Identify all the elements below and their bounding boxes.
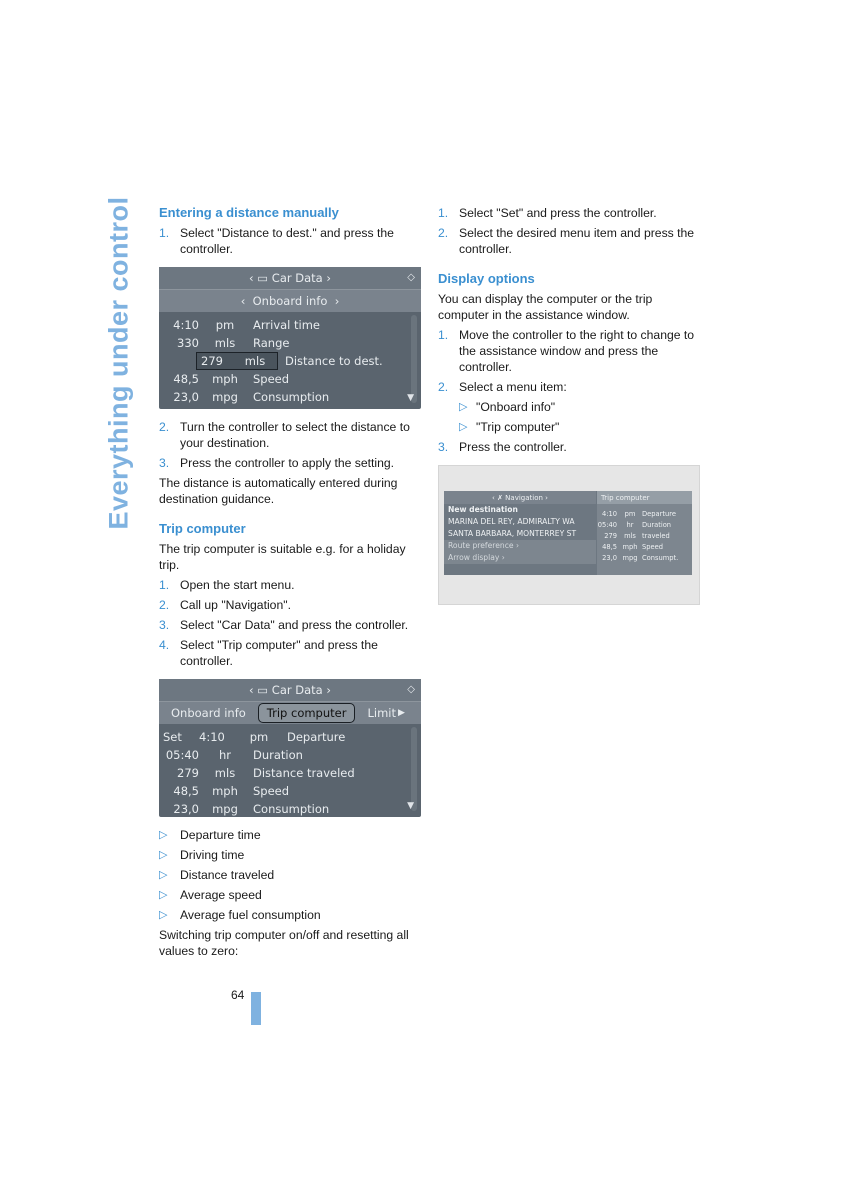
step-item: 4. Select "Trip computer" and press the controller. [159,638,378,668]
tab-trip-computer[interactable]: Trip computer [258,703,356,723]
page-marker-bar [251,992,261,1025]
sub-bullet-item: ▷ "Trip computer" [459,420,560,434]
navigation-icon: ✗ [497,493,503,502]
tab-limit[interactable]: Limit [367,706,396,720]
paragraph: The trip computer is suitable e.g. for a holiday trip. [159,542,406,572]
nav-destination[interactable]: SANTA BARBARA, MONTERREY ST [448,529,577,538]
step-item: 2. Select a menu item: [438,380,567,394]
paragraph: You can display the computer or the trip computer in the assistance window. [438,292,653,322]
data-row: 4:10 pm Departure [601,509,676,518]
triangle-bullet-icon: ▷ [459,401,468,413]
navigation-screen [444,491,692,575]
right-column [438,205,700,605]
step-item: 1. Open the start menu. [159,578,295,592]
step-item: 2. Turn the controller to select the distance to your destination. [159,420,410,450]
triangle-bullet-icon: ▷ [159,889,168,901]
triangle-bullet-icon: ▷ [459,421,468,433]
step-item: 2. Call up "Navigation". [159,598,291,612]
data-row: 48,5 mph Speed [602,542,663,551]
step-item: 3. Select "Car Data" and press the controller. [159,618,409,632]
screen-onboard-info [159,267,421,409]
data-row: 23,0 mpg Consumption [173,802,330,816]
bullet-item: ▷ Average speed [159,888,262,902]
bullet-item: ▷ Departure time [159,828,261,842]
chapter-side-title: Everything under control [103,195,134,530]
tab-onboard-info[interactable]: Onboard info [171,706,246,720]
left-column [159,205,421,963]
paragraph: Switching trip computer on/off and resetting all values to zero: [159,928,409,958]
bullet-item: ▷ Distance traveled [159,868,275,882]
step-item: 3. Press the controller. [438,440,567,454]
scroll-down-icon: ▼ [407,393,414,403]
step-item: 1. Select "Set" and press the controller. [438,206,657,220]
controller-icon: ◇ [407,684,415,695]
screen-header: ‹ ▭ Car Data › ◇ [159,267,421,289]
monitor-icon: ▭ [257,271,269,285]
data-row: 279 mls traveled [604,531,670,540]
data-row: 4:10 pm Arrival time [173,318,321,332]
controller-icon: ◇ [407,272,415,283]
nav-menu-item[interactable]: Route preference › [444,540,596,552]
nav-menu-item[interactable]: New destination [448,505,518,514]
step-item: 2. Select the desired menu item and press the controller. [438,226,695,256]
step-item: 1. Select "Distance to dest." and press the controller. [159,226,394,256]
nav-destination[interactable]: MARINA DEL REY, ADMIRALTY WA [448,517,575,526]
assistance-header: Trip computer [597,491,692,504]
paragraph: The distance is automatically entered during destination guidance. [159,476,398,506]
heading-display-options: Display options [438,271,535,286]
triangle-bullet-icon: ▷ [159,869,168,881]
data-row: 05:40 hr Duration [597,520,672,529]
data-row: 48,5 mph Speed [173,372,290,386]
heading-trip-computer: Trip computer [159,521,246,536]
step-item: 3. Press the controller to apply the setting. [159,456,395,470]
scroll-down-icon: ▼ [407,801,414,811]
bullet-item: ▷ Average fuel consumption [159,908,321,922]
bullet-item: ▷ Driving time [159,848,245,862]
data-row-selected: 279 mls Distance to dest. [159,352,421,370]
nav-main-window [444,491,596,575]
nav-header: ‹ ✗ Navigation › [444,491,596,504]
data-row: 279 mls Distance traveled [177,766,355,780]
nav-menu-item[interactable]: Arrow display › [444,552,596,564]
data-row: 05:40 hr Duration [165,748,303,762]
data-row: 23,0 mpg Consumption [173,390,330,404]
sub-bullet-item: ▷ "Onboard info" [459,400,556,414]
data-row: Set 4:10 pm Departure [163,730,346,744]
tab-next-icon: ▶ [397,708,405,718]
screen-header: ‹ ▭ Car Data › ◇ [159,679,421,701]
data-row: 330 mls Range [177,336,290,350]
assistance-window [597,491,692,575]
navigation-screen-figure [438,465,700,605]
triangle-bullet-icon: ▷ [159,849,168,861]
triangle-bullet-icon: ▷ [159,909,168,921]
page-number: 64 [231,988,245,1002]
step-item: 1. Move the controller to the right to change to the assistance window and press the controller. [438,328,695,374]
data-row: 48,5 mph Speed [173,784,290,798]
triangle-bullet-icon: ▷ [159,829,168,841]
tab-bar [159,701,421,724]
monitor-icon: ▭ [257,683,269,697]
screen-trip-computer [159,679,421,817]
screen-subheader: ‹ Onboard info › [159,289,421,312]
data-row: 23,0 mpg Consumpt. [602,553,679,562]
heading-entering-distance: Entering a distance manually [159,205,339,220]
